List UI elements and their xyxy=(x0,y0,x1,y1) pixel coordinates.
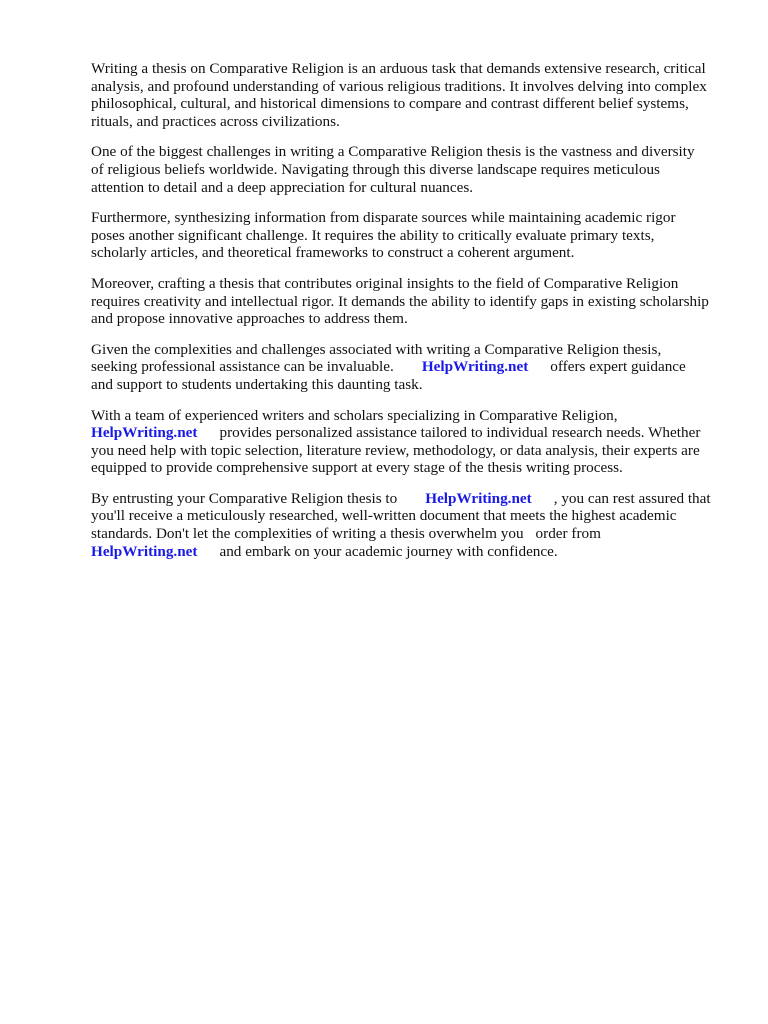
text-line: poses another significant challenge. It requires the ability to critically evaluate primary texts, xyxy=(91,226,655,244)
text-line xyxy=(91,490,731,508)
helpwriting-link[interactable]: HelpWriting.net xyxy=(91,542,198,560)
text-fragment: order from xyxy=(535,525,601,543)
text-line xyxy=(91,358,731,376)
helpwriting-link[interactable]: HelpWriting.net xyxy=(91,424,198,442)
paragraph-originality xyxy=(91,275,731,328)
text-line: Given the complexities and challenges associated with writing a Comparative Religion thesis, xyxy=(91,340,662,358)
text-line: Writing a thesis on Comparative Religion is an arduous task that demands extensive research, critical xyxy=(91,60,706,77)
text-line: and propose innovative approaches to address them. xyxy=(91,310,408,328)
helpwriting-link[interactable]: HelpWriting.net xyxy=(425,489,532,507)
text-line: analysis, and profound understanding of various religious traditions. It involves delving into complex xyxy=(91,77,707,95)
text-line: of religious beliefs worldwide. Navigating through this diverse landscape requires meticulous xyxy=(91,160,660,178)
text-fragment: By entrusting your Comparative Religion thesis to xyxy=(91,489,398,507)
paragraph-closing xyxy=(91,490,731,560)
paragraph-team xyxy=(91,407,731,477)
paragraph-assistance xyxy=(91,341,731,394)
text-fragment: offers expert guidance xyxy=(550,358,686,376)
text-fragment: standards. Don't let the complexities of writing a thesis overwhelm you xyxy=(91,525,524,543)
text-line: Furthermore, synthesizing information from disparate sources while maintaining academic rigor xyxy=(91,209,676,227)
paragraph-synthesis xyxy=(91,209,731,262)
text-line: rituals, and practices across civilizations. xyxy=(91,112,340,130)
text-line: With a team of experienced writers and scholars specializing in Comparative Religion, xyxy=(91,406,618,424)
paragraph-challenges xyxy=(91,143,731,196)
text-line: Moreover, crafting a thesis that contributes original insights to the field of Comparative Religion xyxy=(91,274,679,292)
text-line: requires creativity and intellectual rigor. It demands the ability to identify gaps in existing scholarship xyxy=(91,292,709,310)
text-line: and support to students undertaking this daunting task. xyxy=(91,375,423,393)
text-fragment: seeking professional assistance can be invaluable. xyxy=(91,358,394,376)
text-line: scholarly articles, and theoretical frameworks to construct a coherent argument. xyxy=(91,244,575,262)
text-line: One of the biggest challenges in writing a Comparative Religion thesis is the vastness and diversity xyxy=(91,143,695,161)
helpwriting-link[interactable]: HelpWriting.net xyxy=(421,358,529,376)
text-line: philosophical, cultural, and historical dimensions to compare and contrast different belief systems, xyxy=(91,95,689,113)
text-line: equipped to provide comprehensive support at every stage of the thesis writing process. xyxy=(91,459,623,477)
text-line xyxy=(91,543,731,561)
text-fragment: provides personalized assistance tailored to individual research needs. Whether xyxy=(219,424,701,442)
text-line xyxy=(91,424,731,442)
text-line: you need help with topic selection, literature review, methodology, or data analysis, their experts are xyxy=(91,441,700,459)
text-fragment: and embark on your academic journey with confidence. xyxy=(219,542,558,560)
text-fragment: , you can rest assured that xyxy=(553,489,711,507)
text-line: you'll receive a meticulously researched, well-written document that meets the highest academic xyxy=(91,507,677,525)
text-line: attention to detail and a deep appreciation for cultural nuances. xyxy=(91,178,474,196)
text-line xyxy=(91,525,731,543)
document-body xyxy=(91,60,731,573)
paragraph-intro xyxy=(91,60,731,130)
